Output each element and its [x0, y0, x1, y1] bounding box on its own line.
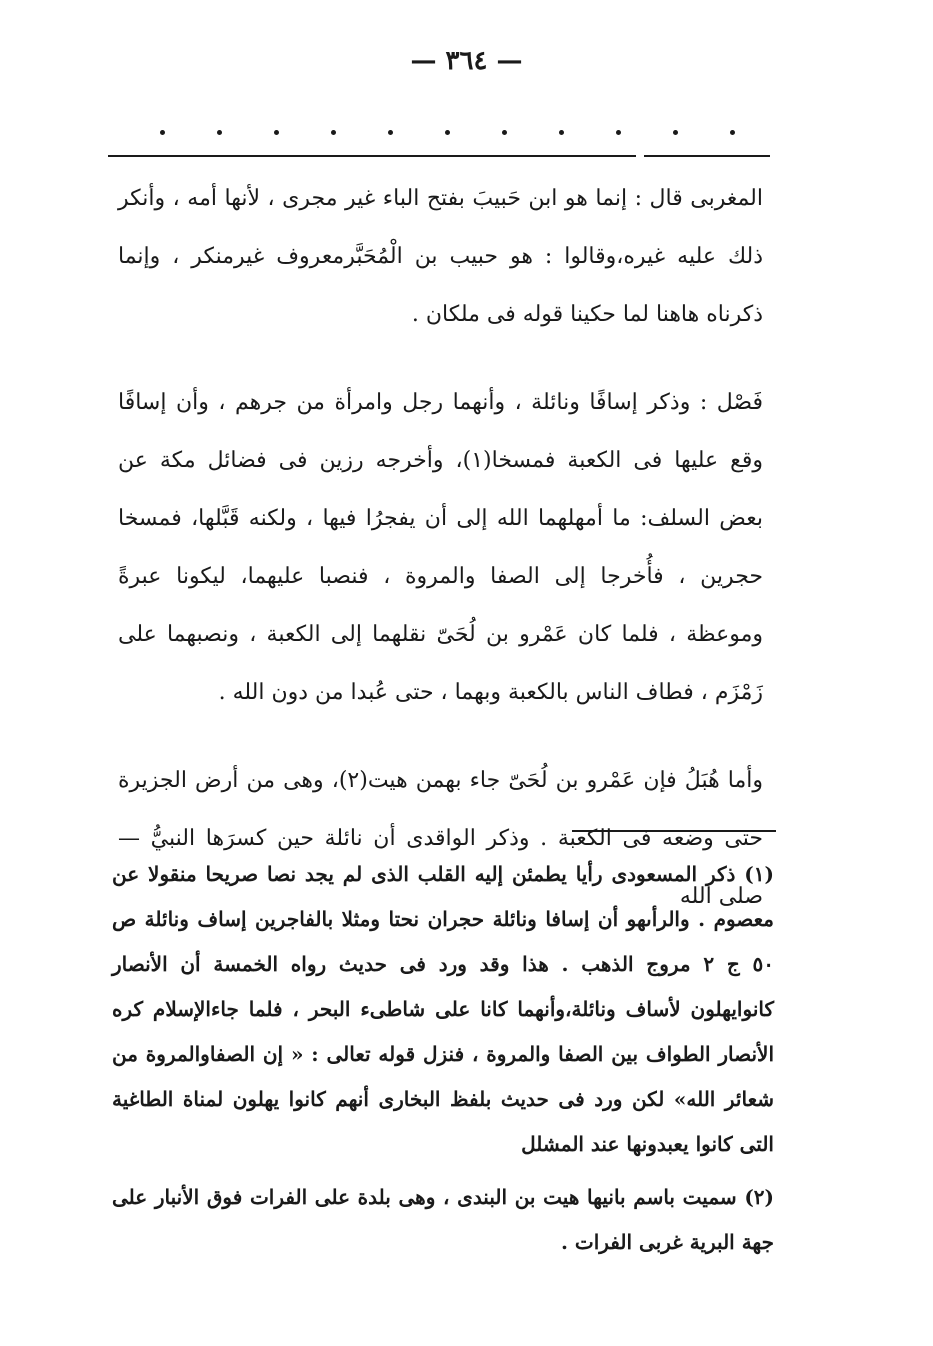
footnote-2: (٢) سميت باسم بانيها هيت بن البندى ، وهى بلدة على الفرات فوق الأنبار على جهة البرية غربى الفرات . [112, 1185, 774, 1254]
footnote-1: (١) ذكر المسعودى رأيا يطمئن إليه القلب الذى لم يجد نصا صريحا منقولا عن معصوم . والرأىهو أن إسافا ونائلة حجران نحتا ومثلا بالفاجرين إساف ونائلة ص ٥٠ ج ٢ مروج الذهب . هذا وقد ورد فى حديث رواه الخمسة أن الأنصار كانوايهلون لأساف ونائلة،وأنهما كانا على شاطىء البحر ، فلما جاءالإسلام كره الأنصار الطواف بين الصفا والمروة ، فنزل قوله تعالى : « إن الصفاوالمروة من شعائر الله» لكن ورد فى حديث بلفظ البخارى أنهم كانوا يهلون لمناة الطاغية التى كانوا يعبدونها عند المشلل [112, 862, 775, 1156]
paragraph-maghribi: المغربى قال : إنما هو ابن حَبيبَ بفتح الباء غير مجرى ، لأنها أمه ، وأنكر ذلك عليه غيره،وقالوا : هو حبيب بن الْمُحَبَّرمعروف غيرمنكر ، وإنما ذكرناه هاهنا لما حكينا قوله فى ملكان . [118, 186, 763, 327]
ornament-dot [730, 130, 735, 135]
ornament-dot [616, 130, 621, 135]
footnote-rule [572, 830, 776, 832]
header-rule-gap [636, 154, 644, 158]
page-number: — ٣٦٤ — [410, 46, 523, 76]
main-text [118, 170, 763, 926]
footnotes [112, 852, 774, 1265]
ornament-dot [217, 130, 222, 135]
paragraph-hubal: وأما هُبَلُ فإن عَمْرو بن لُحَىّ جاء بهمن هيت(٢)، وهى من أرض الجزيرة حتى وضعه فى الكعبة . وذكر الواقدى أن نائلة حين كسرَها النبيُّ — صلى الله [118, 768, 763, 909]
header-rule [108, 155, 770, 157]
ornament-dot [160, 130, 165, 135]
ornament-dot [274, 130, 279, 135]
ornament-dot [502, 130, 507, 135]
ornament-dot [388, 130, 393, 135]
ornament-dot [559, 130, 564, 135]
ornament-dot [445, 130, 450, 135]
ornament-dots [150, 122, 710, 142]
ornament-dot [331, 130, 336, 135]
paragraph-isaf-naila: فَصْل : وذكر إسافًا ونائلة ، وأنهما رجل وامرأة من جرهم ، وأن إسافًا وقع عليها فى الكعبة فمسخا(١)، وأخرجه رزين فى فضائل مكة عن بعض السلف: ما أمهلهما الله إلى أن يفجرُا فيها ، ولكنه قَبَّلها، فمسخا حجرين ، فأُخرجا إلى الصفا والمروة ، فنصبا عليهما، ليكونا عبرةً وموعظة ، فلما كان عَمْرو بن لُحَىّ نقلهما إلى الكعبة ، ونصبهما على زَمْزَم ، فطاف الناس بالكعبة وبهما ، حتى عُبدا من دون الله . [118, 390, 764, 705]
ornament-dot [673, 130, 678, 135]
